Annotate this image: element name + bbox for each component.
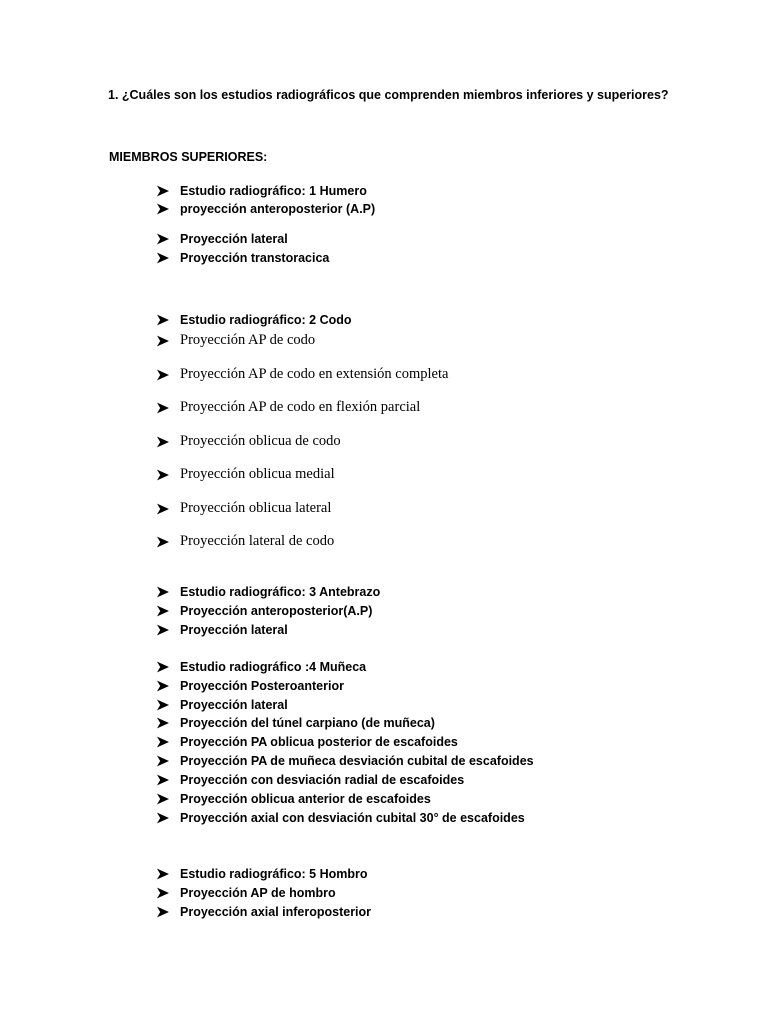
projection-item: Proyección PA oblicua posterior de escafoides	[180, 735, 458, 749]
arrowhead-bullet-icon	[156, 369, 170, 381]
arrowhead-bullet-icon	[156, 252, 170, 264]
projection-item: Proyección oblicua de codo	[180, 433, 341, 449]
arrowhead-bullet-icon	[156, 887, 170, 899]
projection-item: Proyección transtoracica	[180, 251, 330, 265]
projection-item: Proyección lateral	[180, 698, 288, 712]
arrowhead-bullet-icon	[156, 335, 170, 347]
arrowhead-bullet-icon	[156, 203, 170, 215]
projection-item: Proyección oblicua medial	[180, 466, 335, 482]
arrowhead-bullet-icon	[156, 661, 170, 673]
projection-item: Proyección oblicua lateral	[180, 500, 332, 516]
projection-item: Proyección PA de muñeca desviación cubital de escafoides	[180, 754, 534, 768]
projection-item: Proyección Posteroanterior	[180, 679, 344, 693]
arrowhead-bullet-icon	[156, 793, 170, 805]
arrowhead-bullet-icon	[156, 536, 170, 548]
projection-item: Proyección del túnel carpiano (de muñeca)	[180, 716, 435, 730]
arrowhead-bullet-icon	[156, 868, 170, 880]
arrowhead-bullet-icon	[156, 906, 170, 918]
arrowhead-bullet-icon	[156, 402, 170, 414]
study-title: Estudio radiográfico: 5 Hombro	[180, 867, 368, 881]
arrowhead-bullet-icon	[156, 680, 170, 692]
arrowhead-bullet-icon	[156, 699, 170, 711]
study-title: Estudio radiográfico: 3 Antebrazo	[180, 585, 381, 599]
study-title: Estudio radiográfico: 2 Codo	[180, 313, 352, 327]
projection-item: Proyección lateral de codo	[180, 533, 335, 549]
arrowhead-bullet-icon	[156, 605, 170, 617]
projection-item: Proyección anteroposterior(A.P)	[180, 604, 373, 618]
arrowhead-bullet-icon	[156, 812, 170, 824]
section-heading: MIEMBROS SUPERIORES:	[109, 150, 268, 164]
arrowhead-bullet-icon	[156, 436, 170, 448]
projection-item: Proyección oblicua anterior de escafoides	[180, 792, 431, 806]
arrowhead-bullet-icon	[156, 503, 170, 515]
arrowhead-bullet-icon	[156, 233, 170, 245]
arrowhead-bullet-icon	[156, 185, 170, 197]
arrowhead-bullet-icon	[156, 314, 170, 326]
projection-item: Proyección AP de codo en extensión completa	[180, 366, 449, 382]
projection-item: Proyección lateral	[180, 623, 288, 637]
projection-item: Proyección lateral	[180, 232, 288, 246]
arrowhead-bullet-icon	[156, 586, 170, 598]
question-heading: 1. ¿Cuáles son los estudios radiográficos que comprenden miembros inferiores y superiores?	[108, 88, 669, 102]
arrowhead-bullet-icon	[156, 624, 170, 636]
projection-item: Proyección AP de hombro	[180, 886, 336, 900]
arrowhead-bullet-icon	[156, 736, 170, 748]
projection-item: proyección anteroposterior (A.P)	[180, 202, 376, 216]
study-title: Estudio radiográfico :4 Muñeca	[180, 660, 367, 674]
arrowhead-bullet-icon	[156, 774, 170, 786]
study-title: Estudio radiográfico: 1 Humero	[180, 184, 367, 198]
arrowhead-bullet-icon	[156, 755, 170, 767]
projection-item: Proyección con desviación radial de escafoides	[180, 773, 465, 787]
projection-item: Proyección AP de codo en flexión parcial	[180, 399, 421, 415]
arrowhead-bullet-icon	[156, 469, 170, 481]
arrowhead-bullet-icon	[156, 717, 170, 729]
projection-item: Proyección AP de codo	[180, 332, 316, 348]
projection-item: Proyección axial inferoposterior	[180, 905, 372, 919]
projection-item: Proyección axial con desviación cubital 30° de escafoides	[180, 811, 525, 825]
